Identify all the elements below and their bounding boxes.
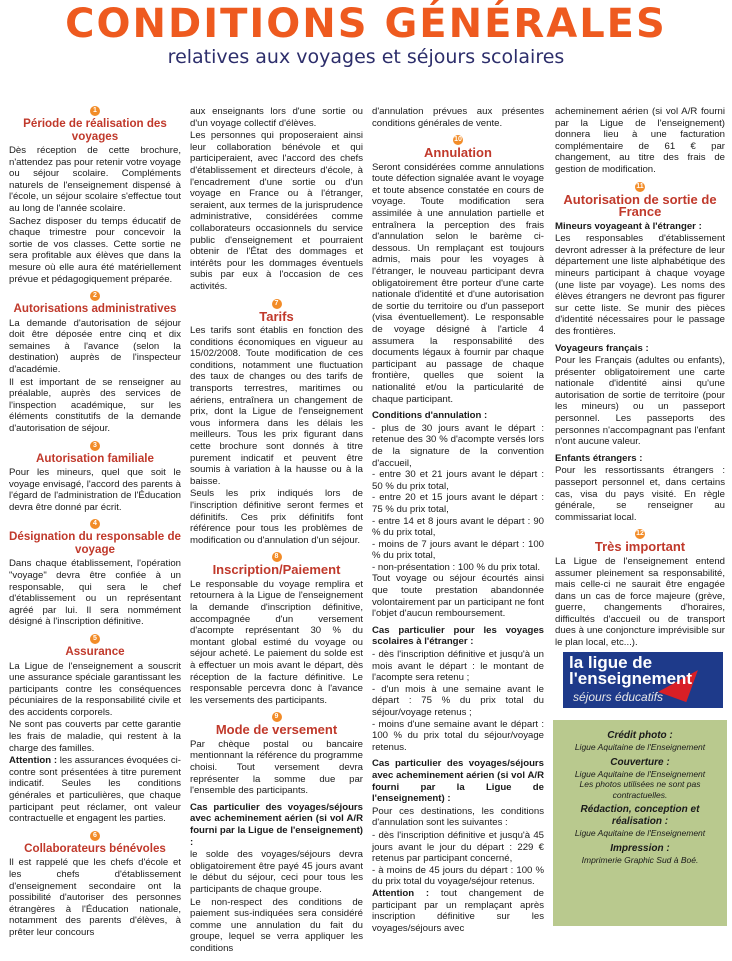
section-title: Autorisations administratives <box>13 302 177 316</box>
section-number-badge: 8 <box>272 552 282 562</box>
section-title: Désignation du responsable de voyage <box>9 530 182 556</box>
paragraph: Les responsables d'établissement devront adresser à la préfecture de leur département une liste alphabétique des mineurs participant à chaque voyage (une liste par voyage). Les noms des élèves étrangers ne devront pas figurer sur cette liste. Se munir des pièces d'identité nécessaires pour le passage des frontières. <box>555 233 725 337</box>
credit-value: Ligue Aquitaine de l'Enseignement <box>574 828 706 838</box>
paragraph: Les personnes qui proposeraient ainsi leur collaboration bénévole et qui participeraient, avec l'accord des chefs d'établissement et directeurs d'école, à l'encadrement d'une sortie ou d'un voyage en France ou à l'étranger, seraient, aux termes de la jurisprudence administrative, considérées comme collaborateurs occasionnels du service public d'enseignement et pourraient obtenir de l'État des dommages et intérêts pour les dommages éventuels subis par eux à l'occasion de ces activités. <box>190 130 363 292</box>
section-tres-important <box>555 529 725 648</box>
section-collaborateurs-cont <box>190 106 363 293</box>
credit-title: Rédaction, conception et réalisation : <box>580 804 700 827</box>
list-item: - moins de 7 jours avant le départ : 100 % du prix total, <box>372 538 544 562</box>
section-title: Inscription/Paiement <box>212 562 341 578</box>
list-item: - d'un mois à une semaine avant le départ : 75 % du prix total du séjour/voyage retenus ; <box>372 683 544 718</box>
section-inscription <box>190 552 363 706</box>
column-4 <box>555 106 725 655</box>
paragraph: Le non-respect des conditions de paiement sus-indiquées sera considéré comme une annulation du fait du groupe, lequel se verra appliquer les conditions <box>190 896 363 954</box>
subheading: Cas particulier des voyages/séjours avec acheminement aérien (si vol A/R fourni par la Ligue de l'enseignement) : <box>372 758 544 805</box>
section-number-badge: 10 <box>454 136 462 144</box>
credit-value: Les photos utilisées ne sont pas contractuelles. <box>579 779 701 800</box>
credit-title: Crédit photo : <box>607 730 673 741</box>
attention-label: Attention : <box>372 887 430 899</box>
section-number-badge: 4 <box>90 519 100 529</box>
list-item: - entre 20 et 15 jours avant le départ : 75 % du prix total, <box>372 492 544 515</box>
paragraph: Il est important de se renseigner au préalable, auprès des services de l'inspection académique, sur les éléments constitutifs de la demande d'autorisation de séjour. <box>9 376 181 434</box>
section-title: Période de réalisation des voyages <box>23 117 167 143</box>
page-title: CONDITIONS GÉNÉRALES <box>65 1 667 47</box>
column-3 <box>372 106 544 940</box>
paragraph: Pour les ressortissants étrangers : passeport personnel et, dans certains cas, visa du pays visité. En règle générale, se renseigner au commissariat local. <box>555 465 725 523</box>
section-mode-versement <box>190 712 363 954</box>
section-number-badge: 2 <box>90 291 100 301</box>
section-assurance <box>9 634 181 825</box>
subheading: Enfants étrangers : <box>555 452 643 464</box>
list-item: - entre 30 et 21 jours avant le départ : 50 % du prix total, <box>372 469 544 492</box>
paragraph: le solde des voyages/séjours devra obligatoirement être payé 45 jours avant le début du séjour, ceci pour tous les participants de chaque groupe. <box>190 849 363 895</box>
list-item: - à moins de 45 jours du départ : 100 % du prix total du voyage/séjour retenus. <box>372 864 544 888</box>
subheading: Mineurs voyageant à l'étranger : <box>555 220 702 232</box>
section-number-badge: 1 <box>90 106 100 116</box>
paragraph: La Ligue de l'enseignement entend assumer pleinement sa responsabilité, mais celle-ci ne saurait être engagée dans un cas de force majeure (grève, guerre, changements d'horaires, difficultés d'accueil ou de transport dues à une conjoncture imprévisible sur le plan local, etc...). <box>555 555 725 649</box>
list-item: - non-présentation : 100 % du prix total. <box>372 561 540 573</box>
paragraph: La Ligue de l'enseignement a souscrit une assurance spéciale garantissant les participants contre les conséquences pécuniaires de la responsabilité civile et des accidents corporels. <box>9 660 181 718</box>
section-title: Très important <box>594 539 686 555</box>
paragraph: Seuls les prix indiqués lors de l'inscription définitive seront fermes et définitifs. Ces prix définitifs font référence pour tous les problèmes de modification ou d'annulation d'un séjour. <box>190 488 363 546</box>
logo-line-2: l'enseignement <box>569 669 693 688</box>
paragraph: d'annulation prévues aux présentes conditions générales de vente. <box>372 106 544 129</box>
paragraph: Dans chaque établissement, l'opération "voyage" devra être confiée à un responsable, qui sera le chef d'établissement ou un représentant agréé par lui. Il sera nommément désigné à l'inscription définitive. <box>9 558 181 628</box>
ligue-enseignement-logo <box>563 652 723 708</box>
list-item: - moins d'une semaine avant le départ : 100 % du prix total du séjour/voyage retenus. <box>372 718 544 753</box>
paragraph: La demande d'autorisation de séjour doit être déposée entre cinq et dix semaines à l'avance (selon la destination) auprès de l'inspecteur d'académie. <box>9 317 181 375</box>
section-title: Autorisation de sortie de France <box>563 191 717 220</box>
paragraph: Pour ces destinations, les conditions d'annulation sont les suivantes : <box>372 805 544 829</box>
attention-label: Attention : <box>9 755 58 767</box>
section-title: Assurance <box>65 645 125 658</box>
section-title: Annulation <box>424 145 492 161</box>
section-number-badge: 12 <box>636 530 644 538</box>
paragraph <box>9 755 181 825</box>
attention-text: les assurances évoquées ci-contre sont présentées à titre purement indicatif. Seules les conditions générales et particulières, que chaque participant peut réclamer, ont valeur contractuelle et engagent les parties. <box>9 755 181 825</box>
credit-title: Impression : <box>610 842 670 854</box>
section-number-badge: 9 <box>272 712 282 722</box>
paragraph: Sachez disposer du temps éducatif de chaque trimestre pour concevoir la sortie de vos classes. Cette sortie ne sera profitable aux élèves que dans la mesure où elle aura été matériellement prévue et pédagogiquement préparée. <box>9 215 181 285</box>
list-item: - dès l'inscription définitive et jusqu'à un mois avant le départ : le montant de l'acompte sera retenu ; <box>372 649 544 684</box>
paragraph: Ne sont pas couverts par cette garantie les frais de maladie, qui restent à la charge des familles. <box>9 719 181 754</box>
paragraph: Seront considérées comme annulations toute défection signalée avant le voyage et toute absence constatée en cours de voyage. Toute modification sera assimilée à une annulation partielle et entraînera la perception des frais d'annulation selon le barème ci-dessous. Un remplaçant est toujours admis, mais pour les voyages à l'étranger, le nouveau participant devra obligatoirement être porteur d'une carte nationale d'identité et d'une autorisation de sortie du territoire ou d'un passeport (visa éventuellement). Le responsable de voyage désigné à l'article 4 assumera la responsabilité des documents légaux à fournir par chaque participant au passage de chaque frontière, quelles que soient la nationalité et/ou la particularité de chaque participant. <box>372 161 544 405</box>
paragraph: Pour les Français (adultes ou enfants), présenter obligatoirement une carte nationale d'identité ainsi qu'une autorisation de sortie de territoire (pour les mineurs) ou un passeport personnel. Les passeports des personnes n'accompagnant pas l'enfant n'ont aucune valeur. <box>555 355 725 448</box>
section-mode-versement-cont <box>372 106 544 129</box>
paragraph: Pour les mineurs, quel que soit le voyage envisagé, l'accord des parents à l'égard de l'administration de l'Éducation devra être donné par écrit. <box>9 467 181 513</box>
paragraph: acheminement aérien (si vol A/R fourni par la Ligue de l'enseignement) donnera lieu à une facturation complémentaire de 61 € par changement, au titre des frais de gestion de modification. <box>555 106 725 175</box>
paragraph <box>372 888 544 934</box>
logo-tagline: séjours éducatifs <box>573 690 664 704</box>
section-number-badge: 5 <box>90 634 100 644</box>
paragraph: Il est rappelé que les chefs d'école et les chefs d'établissement d'enseignement secondaire ont la possibilité d'autoriser des personnes étrangères à l'Éducation nationale, notamment des parents d'élèves, à prêter leur concours <box>9 857 181 938</box>
subheading: Voyageurs français : <box>555 342 649 354</box>
credit-value: Imprimerie Graphic Sud à Boé. <box>581 854 699 865</box>
list-item: - plus de 30 jours avant le départ : retenue des 30 % d'acompte versés lors de la signature de la convention d'accueil, <box>372 422 544 469</box>
section-autorisations <box>9 291 181 434</box>
section-periode <box>9 106 181 285</box>
credits-box <box>553 720 727 926</box>
section-collaborateurs <box>9 831 181 939</box>
section-number-badge: 3 <box>90 441 100 451</box>
credit-value: Ligue Aquitaine de l'Enseignement <box>574 742 706 752</box>
section-number-badge: 6 <box>90 831 100 841</box>
list-item: - dès l'inscription définitive et jusqu'à 45 jours avant le jour du départ : 229 € retenus par participant concerné, <box>372 829 544 865</box>
section-title: Autorisation familiale <box>36 451 154 465</box>
credit-value: Ligue Aquitaine de l'Enseignement <box>574 768 706 779</box>
subheading: Conditions d'annulation : <box>372 410 488 422</box>
column-1 <box>9 106 181 944</box>
section-number-badge: 7 <box>272 299 282 309</box>
subheading: Cas particulier des voyages/séjours avec acheminement aérien (si vol A/R fourni par la Ligue de l'enseignement) : <box>190 801 363 848</box>
paragraph: Dès réception de cette brochure, n'attendez pas pour retenir votre voyage ou séjour scolaire. Compléments naturels de l'enseignement dispensé à l'école, un séjour scolaire s'effectue tout au long de l'année scolaire. <box>9 145 181 214</box>
attention-text: tout changement de participant par un remplaçant après inscription définitive sur les voyages/séjours avec <box>372 887 544 934</box>
section-title: Collaborateurs bénévoles <box>24 841 166 855</box>
paragraph: Par chèque postal ou bancaire mentionnant la référence du programme choisi. Tout versement devra représenter la somme due par l'ensemble des participants. <box>190 738 363 797</box>
paragraph: aux enseignants lors d'une sortie ou d'un voyage collectif d'élèves. <box>190 106 363 129</box>
section-annulation-cont <box>555 106 725 176</box>
page-subtitle: relatives aux voyages et séjours scolaires <box>167 46 565 68</box>
logo-line-1: la ligue de <box>569 653 653 672</box>
paragraph: Le responsable du voyage remplira et retournera à la Ligue de l'enseignement la demande d'inscription définitive, accompagnée d'un versement d'acompte représentant 30 % du montant global estimé du voyage ou séjour acheté. Le paiement du solde est à effectuer un mois avant le départ, dès réception de la facture définitive. Le responsable percevra donc à l'avance les versements des participants. <box>190 578 363 706</box>
subheading: Cas particulier pour les voyages scolaires à l'étranger : <box>372 624 544 648</box>
section-number-badge: 11 <box>636 182 644 190</box>
section-title: Mode de versement <box>215 722 338 738</box>
section-title: Tarifs <box>259 308 294 324</box>
paragraph: Tout voyage ou séjour écourtés ainsi que toute prestation abandonnée volontairement par un participant ne font l'objet d'aucun remboursement. <box>372 573 544 620</box>
column-2 <box>190 106 363 961</box>
section-tarifs <box>190 299 363 547</box>
section-annulation <box>372 135 544 934</box>
list-item: - entre 14 et 8 jours avant le départ : 90 % du prix total, <box>372 515 544 539</box>
paragraph: Les tarifs sont établis en fonction des conditions économiques en vigueur au 15/02/2008. Toute modification de ces conditions, notamment une fluctuation des taux de changes ou des tarifs de transports terrestres, maritimes ou aériens, entraînera un changement de prix, dont la Ligue de l'enseignement vous informera dans les délais les meilleurs. Tous les prix figurant dans cette brochure sont donnés à titre purement indicatif et peuvent être soumis à variation à la hausse ou à la baisse. <box>190 325 363 487</box>
section-sortie-france <box>555 182 725 524</box>
section-autorisation-familiale <box>9 441 181 514</box>
section-designation <box>9 519 181 628</box>
credit-title: Couverture : <box>610 756 670 768</box>
